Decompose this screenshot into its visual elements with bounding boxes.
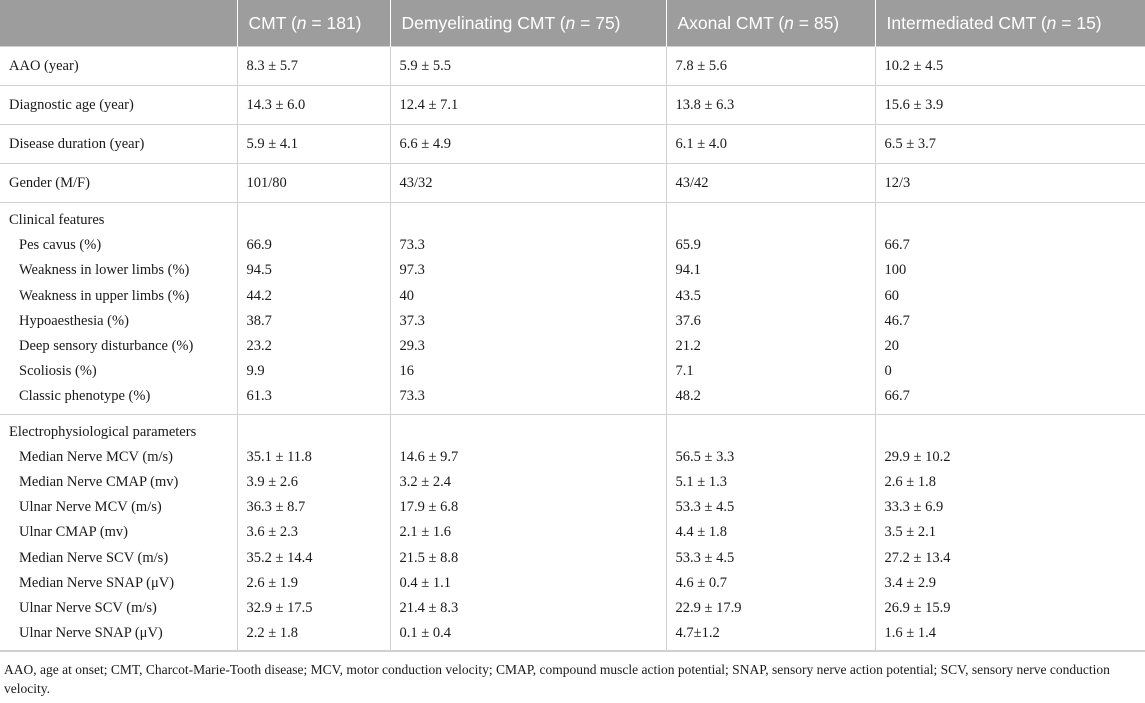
cell-value: 37.3 [399, 312, 425, 329]
cell-value: 17.9 ± 6.8 [399, 499, 459, 516]
cell-value: 66.7 [884, 388, 910, 405]
row-label: Gender (M/F) [0, 164, 237, 203]
group-labels [0, 414, 237, 651]
cell-value: 12.4 ± 7.1 [390, 86, 666, 125]
group-title-electro: Electrophysiological parameters [9, 423, 197, 440]
table-group-electrophysiological [0, 414, 1145, 651]
cell-value: 4.7±1.2 [675, 625, 720, 642]
cell-value: 8.3 ± 5.7 [237, 47, 390, 86]
cell-value: 37.6 [675, 312, 701, 329]
cell-value: 33.3 ± 6.9 [884, 499, 944, 516]
cell-value: 21.5 ± 8.8 [399, 549, 459, 566]
table-group-clinical-features [0, 203, 1145, 415]
cell-value: 14.6 ± 9.7 [399, 448, 459, 465]
cell-value: 5.1 ± 1.3 [675, 474, 727, 491]
cell-value: 2.2 ± 1.8 [246, 625, 298, 642]
group-labels [0, 203, 237, 415]
group-values-axonal [666, 414, 875, 651]
cell-value: 46.7 [884, 312, 910, 329]
group-values-demyelinating [390, 203, 666, 415]
cell-value: 0.1 ± 0.4 [399, 625, 451, 642]
cell-value: 0 [884, 363, 892, 380]
row-label: Ulnar Nerve MCV (m/s) [19, 499, 162, 516]
cell-value: 66.9 [246, 237, 272, 254]
cell-value: 38.7 [246, 312, 272, 329]
cell-value: 20 [884, 338, 899, 354]
cell-value: 36.3 ± 8.7 [246, 499, 306, 516]
row-label: Median Nerve SNAP (μV) [19, 574, 175, 591]
header-blank [0, 0, 237, 47]
row-label: Weakness in upper limbs (%) [19, 287, 190, 304]
cell-value: 27.2 ± 13.4 [884, 549, 951, 566]
cell-value: 7.8 ± 5.6 [666, 47, 875, 86]
cell-value: 53.3 ± 4.5 [675, 499, 735, 516]
row-label: Pes cavus (%) [19, 237, 102, 254]
cell-value: 61.3 [246, 388, 272, 405]
row-label: Median Nerve MCV (m/s) [19, 448, 173, 465]
cell-value: 29.9 ± 10.2 [884, 448, 951, 465]
cell-value: 4.6 ± 0.7 [675, 574, 727, 591]
cell-value: 3.6 ± 2.3 [246, 524, 298, 541]
cell-value: 5.9 ± 4.1 [237, 125, 390, 164]
cell-value: 7.1 [675, 363, 694, 380]
cell-value: 0.4 ± 1.1 [399, 574, 451, 591]
row-label: Scoliosis (%) [19, 363, 97, 380]
cell-value: 73.3 [399, 237, 425, 254]
table-row-disease-duration [0, 125, 1145, 164]
cell-value: 66.7 [884, 237, 910, 254]
cell-value: 73.3 [399, 388, 425, 405]
cell-value: 65.9 [675, 237, 701, 254]
cell-value: 3.5 ± 2.1 [884, 524, 936, 541]
cell-value: 60 [884, 287, 899, 304]
table-row-gender [0, 164, 1145, 203]
cell-value: 35.1 ± 11.8 [246, 448, 312, 465]
cell-value: 23.2 [246, 338, 272, 354]
row-label: Hypoaesthesia (%) [19, 312, 129, 329]
table-row-aao [0, 47, 1145, 86]
cell-value: 9.9 [246, 363, 265, 380]
cell-value: 3.2 ± 2.4 [399, 474, 451, 491]
cell-value: 101/80 [237, 164, 390, 203]
cell-value: 29.3 [399, 338, 425, 354]
header-intermediated: Intermediated CMT (n = 15) [875, 0, 1145, 47]
cell-value: 21.2 [675, 338, 701, 354]
cell-value: 12/3 [875, 164, 1145, 203]
cell-value: 2.1 ± 1.6 [399, 524, 451, 541]
cell-value: 6.6 ± 4.9 [390, 125, 666, 164]
row-label: Disease duration (year) [0, 125, 237, 164]
cell-value: 10.2 ± 4.5 [875, 47, 1145, 86]
cell-value: 43.5 [675, 287, 701, 304]
group-values-intermediated [875, 414, 1145, 651]
header-axonal: Axonal CMT (n = 85) [666, 0, 875, 47]
group-values-demyelinating [390, 414, 666, 651]
cell-value: 1.6 ± 1.4 [884, 625, 936, 642]
cell-value: 97.3 [399, 262, 425, 279]
row-label: Median Nerve CMAP (mv) [19, 474, 179, 491]
table-header-row [0, 0, 1145, 47]
group-values-intermediated [875, 203, 1145, 415]
cell-value: 94.1 [675, 262, 701, 279]
row-label: AAO (year) [0, 47, 237, 86]
cell-value: 13.8 ± 6.3 [666, 86, 875, 125]
row-label: Median Nerve SCV (m/s) [19, 549, 169, 566]
header-demyelinating: Demyelinating CMT (n = 75) [390, 0, 666, 47]
cell-value: 22.9 ± 17.9 [675, 600, 742, 617]
cell-value: 44.2 [246, 287, 272, 304]
row-label: Ulnar Nerve SCV (m/s) [19, 600, 157, 617]
cell-value: 26.9 ± 15.9 [884, 600, 951, 617]
cell-value: 14.3 ± 6.0 [237, 86, 390, 125]
cell-value: 5.9 ± 5.5 [390, 47, 666, 86]
cell-value: 43/32 [390, 164, 666, 203]
cell-value: 21.4 ± 8.3 [399, 600, 459, 617]
cell-value: 94.5 [246, 262, 272, 279]
cell-value: 35.2 ± 14.4 [246, 549, 313, 566]
cell-value: 40 [399, 287, 414, 304]
cell-value: 53.3 ± 4.5 [675, 549, 735, 566]
cell-value: 6.5 ± 3.7 [875, 125, 1145, 164]
cell-value: 3.4 ± 2.9 [884, 574, 936, 591]
group-values-cmt [237, 203, 390, 415]
cell-value: 6.1 ± 4.0 [666, 125, 875, 164]
cell-value: 4.4 ± 1.8 [675, 524, 727, 541]
group-title-clinical: Clinical features [9, 212, 105, 228]
row-label: Classic phenotype (%) [19, 388, 151, 405]
header-cmt: CMT (n = 181) [237, 0, 390, 47]
cell-value: 56.5 ± 3.3 [675, 448, 735, 465]
cell-value: 100 [884, 262, 907, 279]
cell-value: 43/42 [666, 164, 875, 203]
table-row-diagnostic-age [0, 86, 1145, 125]
cell-value: 15.6 ± 3.9 [875, 86, 1145, 125]
row-label: Weakness in lower limbs (%) [19, 262, 190, 279]
row-label: Ulnar Nerve SNAP (μV) [19, 625, 163, 642]
table-footnote: AAO, age at onset; CMT, Charcot-Marie-Tooth disease; MCV, motor conduction velocity; CMAP, compound muscle action potential; SNAP, sensory nerve action potential; SCV, sensory nerve conduction velocity. [0, 651, 1145, 698]
cell-value: 48.2 [675, 388, 701, 405]
group-values-cmt [237, 414, 390, 651]
cell-value: 16 [399, 363, 414, 380]
group-values-axonal [666, 203, 875, 415]
cell-value: 2.6 ± 1.8 [884, 474, 936, 491]
cell-value: 3.9 ± 2.6 [246, 474, 298, 491]
cell-value: 32.9 ± 17.5 [246, 600, 313, 617]
row-label: Deep sensory disturbance (%) [19, 338, 194, 355]
row-label: Ulnar CMAP (mv) [19, 524, 129, 541]
row-label: Diagnostic age (year) [0, 86, 237, 125]
cell-value: 2.6 ± 1.9 [246, 574, 298, 591]
